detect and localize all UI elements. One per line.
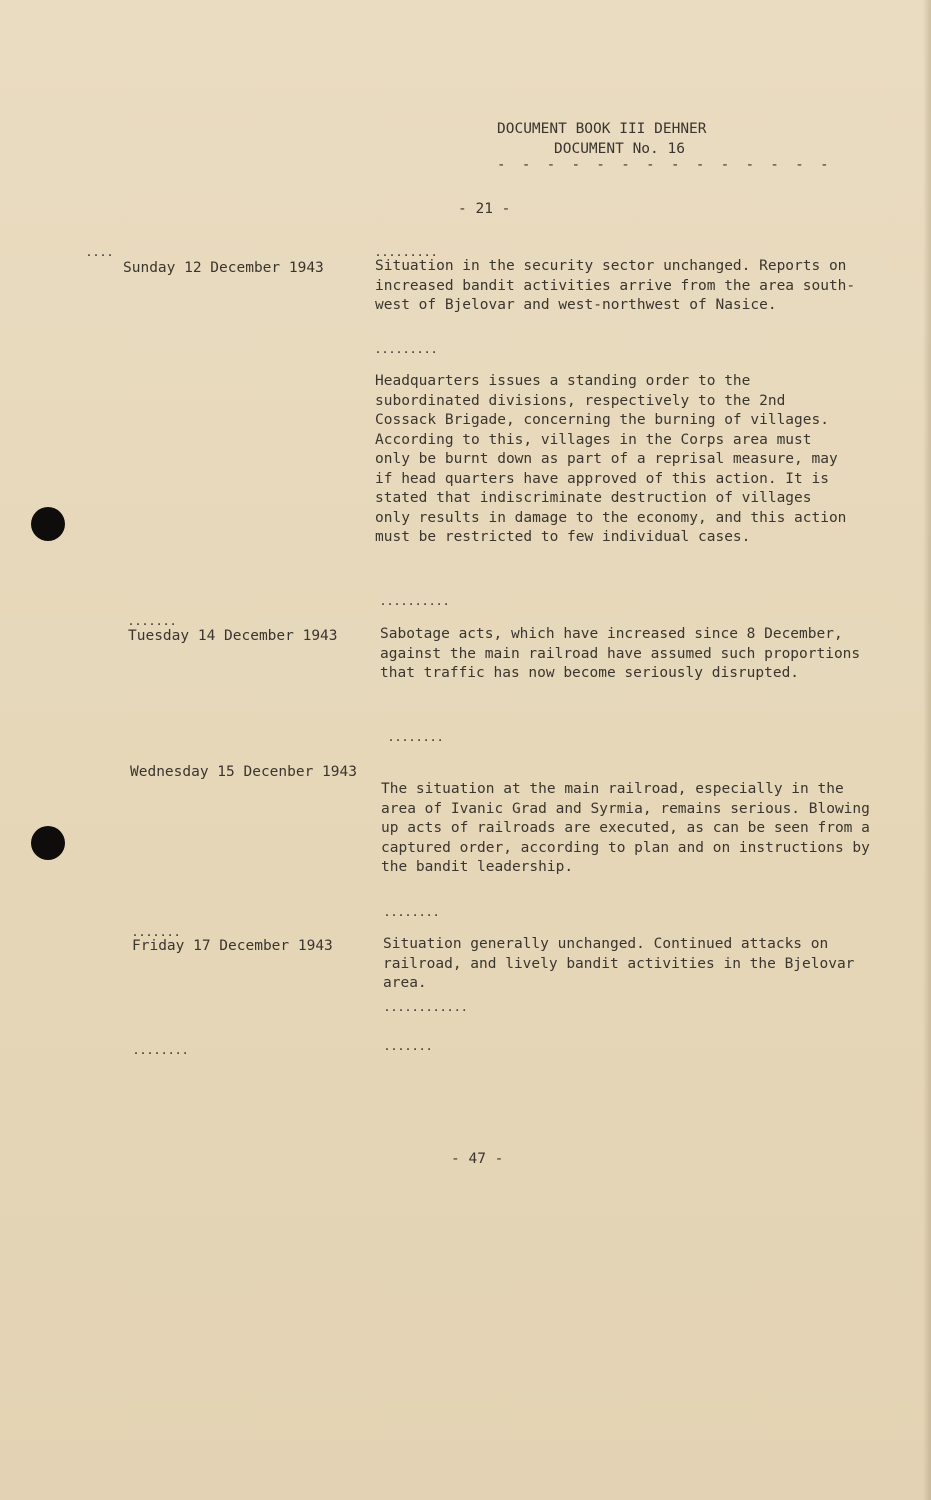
omission-mark: .........: [375, 345, 439, 356]
entry-paragraph: Situation generally unchanged. Continued attacks on railroad, and lively bandit activities in the Bjelovar area.: [383, 936, 855, 991]
page-number-top: - 21 -: [458, 201, 511, 217]
entry-paragraph: The situation at the main railroad, especially in the area of Ivanic Grad and Syrmia, remains serious. Blowing up acts of railroads are executed, as can be seen from a captured order, according to plan and on instructions by the bandit leadership.: [381, 781, 870, 875]
punch-hole: [31, 826, 65, 860]
entry-text: [381, 780, 886, 878]
omission-mark: ........: [133, 1046, 190, 1057]
entry-date: Friday 17 December 1943: [132, 938, 333, 954]
entry-text: [383, 935, 878, 994]
entry-paragraph: Situation in the security sector unchanged. Reports on increased bandit activities arrive from the area south-west of Bjelovar and west-northwest of Nasice.: [375, 258, 856, 313]
omission-mark: ....: [86, 248, 115, 259]
omission-mark: ........: [384, 908, 441, 919]
punch-hole: [31, 507, 65, 541]
entry-text: [375, 372, 855, 548]
entry-text: [380, 625, 890, 684]
omission-mark: ............: [384, 1003, 469, 1014]
omission-mark: .........: [375, 248, 439, 259]
entry-date: Sunday 12 December 1943: [123, 260, 324, 276]
omission-mark: ..........: [380, 597, 451, 608]
entry-date: Tuesday 14 December 1943: [128, 628, 338, 644]
document-book-title: DOCUMENT BOOK III DEHNER: [497, 121, 707, 137]
omission-mark: ........: [388, 733, 445, 744]
omission-mark: .......: [132, 928, 182, 939]
header-rule: - - - - - - - - - - - - - -: [497, 157, 833, 173]
entry-paragraph: Headquarters issues a standing order to the subordinated divisions, respectively to the 2nd Cossack Brigade, concerning the burning of villages. According to this, villages in the Corps area must only be burnt down as part of a reprisal measure, may if head quarters have approved of this action. It is stated that indiscriminate destruction of villages only results in damage to the economy, and this action must be restricted to few individual cases.: [375, 373, 847, 545]
page-edge-shadow: [923, 0, 931, 1500]
page-number-bottom: - 47 -: [451, 1151, 504, 1167]
entry-text: [375, 257, 870, 316]
omission-mark: .......: [128, 617, 178, 628]
omission-mark: .......: [384, 1042, 434, 1053]
document-number: DOCUMENT No. 16: [554, 141, 685, 157]
entry-paragraph: Sabotage acts, which have increased since 8 December, against the main railroad have assumed such proportions that traffic has now become seriously disrupted.: [380, 626, 861, 681]
entry-date: Wednesday 15 Decenber 1943: [130, 764, 357, 780]
